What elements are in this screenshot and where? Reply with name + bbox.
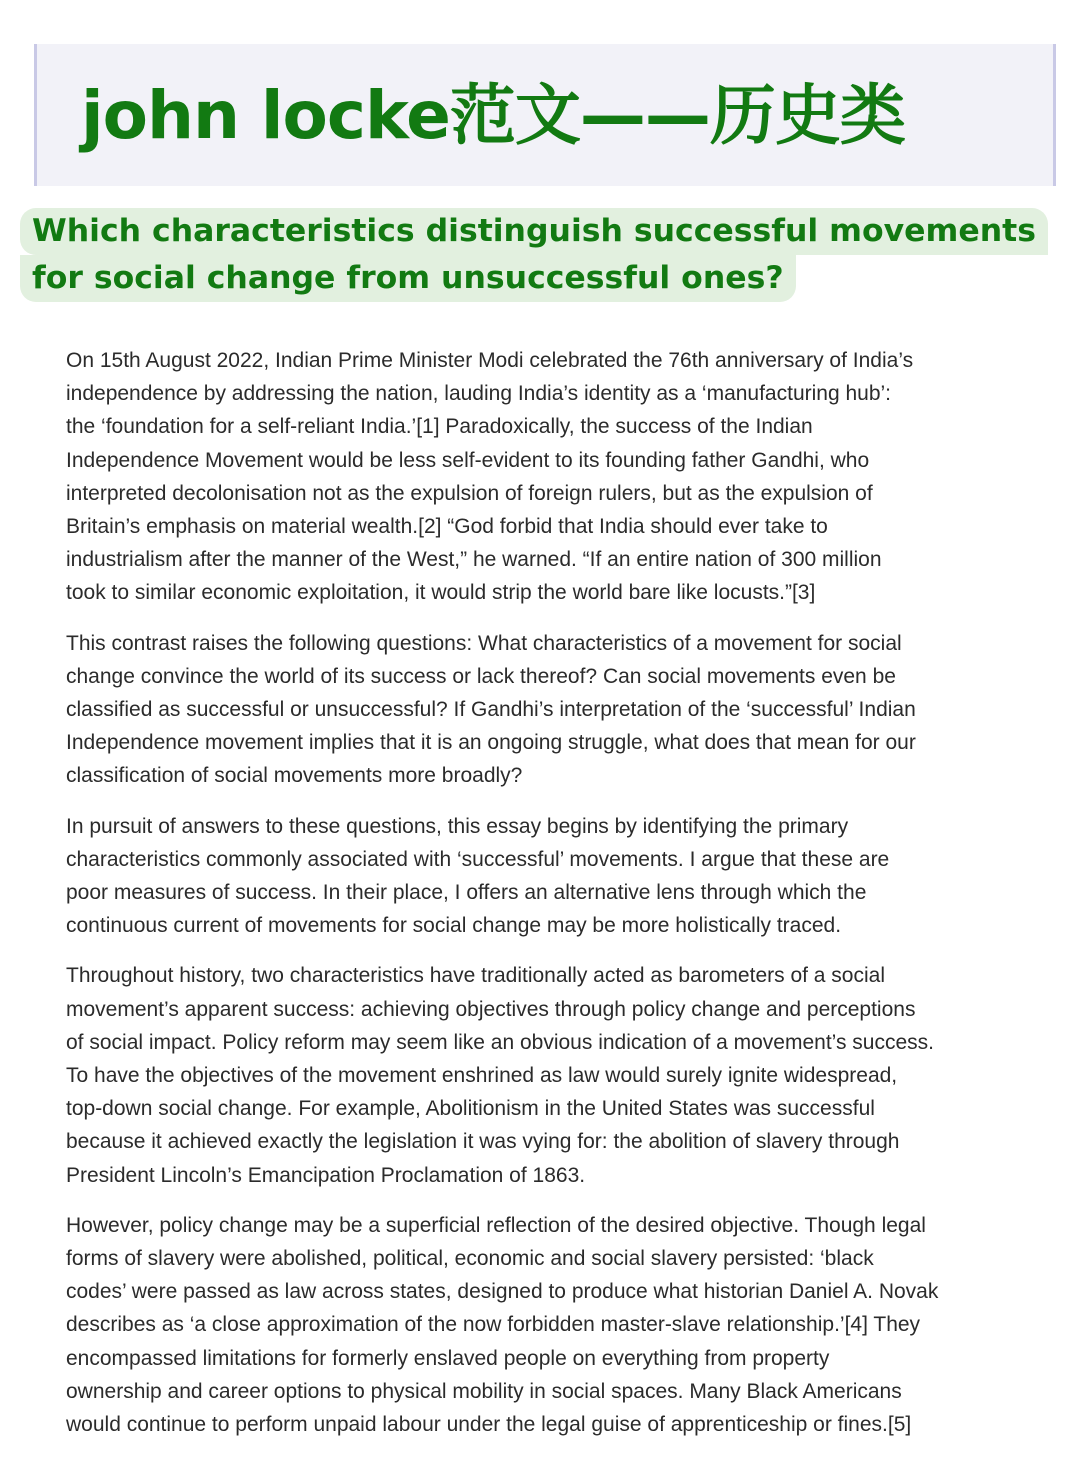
essay-line: President Lincoln’s Emancipation Proclamation of 1863. xyxy=(66,1163,586,1187)
essay-paragraph-4 xyxy=(66,959,1026,1191)
essay-line: because it achieved exactly the legislation it was vying for: the abolition of slavery through xyxy=(66,1130,900,1154)
essay-line: This contrast raises the following questions: What characteristics of a movement for social xyxy=(66,631,902,655)
essay-line: However, policy change may be a superficial reflection of the desired objective. Though legal xyxy=(66,1213,926,1237)
essay-line: took to similar economic exploitation, it would strip the world bare like locusts.”[3] xyxy=(66,581,816,605)
essay-question xyxy=(20,208,1036,302)
essay-line: change convince the world of its success or lack thereof? Can social movements even be xyxy=(66,664,896,688)
essay-line: independence by addressing the nation, lauding India’s identity as a ‘manufacturing hub’: xyxy=(66,382,892,406)
essay-line: Throughout history, two characteristics have traditionally acted as barometers of a social xyxy=(66,964,885,988)
essay-line: characteristics commonly associated with ‘successful’ movements. I argue that these are xyxy=(66,847,890,871)
essay-line: ownership and career options to physical mobility in social spaces. Many Black Americans xyxy=(66,1379,902,1403)
essay-line: describes as ‘a close approximation of the now forbidden master-slave relationship.’[4] They xyxy=(66,1313,921,1337)
essay-line: interpreted decolonisation not as the expulsion of foreign rulers, but as the expulsion of xyxy=(66,481,873,505)
essay-line: Britain’s emphasis on material wealth.[2] “God forbid that India should ever take to xyxy=(66,515,828,539)
question-line-1: Which characteristics distinguish successful movements xyxy=(20,208,1048,255)
essay-paragraph-2 xyxy=(66,627,1026,793)
essay-line: the ‘foundation for a self-reliant India.’[1] Paradoxically, the success of the Indian xyxy=(66,415,813,439)
essay-line: of social impact. Policy reform may seem like an obvious indication of a movement’s success. xyxy=(66,1030,934,1054)
title-card xyxy=(34,44,1056,186)
essay-paragraph-5 xyxy=(66,1209,1026,1441)
essay-line: classified as successful or unsuccessful? If Gandhi’s interpretation of the ‘successful’ Indian xyxy=(66,698,916,722)
essay-line: Independence Movement would be less self-evident to its founding father Gandhi, who xyxy=(66,448,870,472)
essay-line: forms of slavery were abolished, political, economic and social slavery persisted: ‘black xyxy=(66,1247,874,1271)
essay-line: classification of social movements more broadly? xyxy=(66,764,523,788)
question-line-2: for social change from unsuccessful ones? xyxy=(20,255,796,302)
essay-line: codes’ were passed as law across states, designed to produce what historian Daniel A. Novak xyxy=(66,1280,939,1304)
essay-line: movement’s apparent success: achieving objectives through policy change and perceptions xyxy=(66,997,916,1021)
essay-line: industrialism after the manner of the West,” he warned. “If an entire nation of 300 million xyxy=(66,548,882,572)
essay-line: encompassed limitations for formerly enslaved people on everything from property xyxy=(66,1346,830,1370)
essay-line: would continue to perform unpaid labour under the legal guise of apprenticeship or fines.[5] xyxy=(66,1413,912,1437)
essay-paragraph-1 xyxy=(66,344,1026,610)
essay-body xyxy=(66,344,1026,1458)
essay-line: On 15th August 2022, Indian Prime Minister Modi celebrated the 76th anniversary of India’s xyxy=(66,349,914,372)
essay-line: Independence movement implies that it is an ongoing struggle, what does that mean for our xyxy=(66,731,916,755)
essay-line: To have the objectives of the movement enshrined as law would surely ignite widespread, xyxy=(66,1064,898,1088)
essay-line: poor measures of success. In their place, I offers an alternative lens through which the xyxy=(66,881,867,905)
essay-line: In pursuit of answers to these questions, this essay begins by identifying the primary xyxy=(66,814,849,838)
page-title: john locke范文——历史类 xyxy=(81,77,905,154)
essay-line: continuous current of movements for social change may be more holistically traced. xyxy=(66,914,842,938)
essay-line: top-down social change. For example, Abolitionism in the United States was successful xyxy=(66,1097,875,1121)
essay-paragraph-3 xyxy=(66,810,1026,943)
